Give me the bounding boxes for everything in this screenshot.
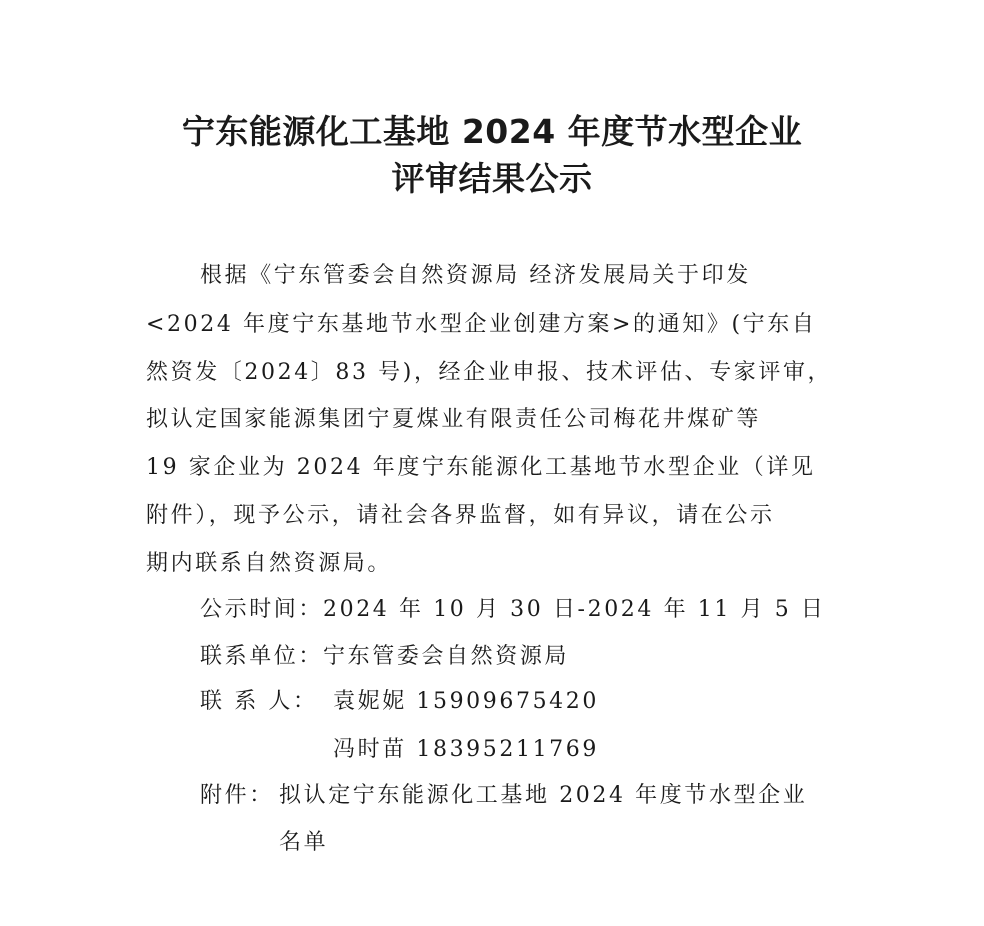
contact-person-1: 袁妮妮 15909675420 [333, 689, 599, 714]
paragraph-line-1: 根据《宁东管委会自然资源局 经济发展局关于印发 [200, 263, 751, 288]
notice-time-row [200, 591, 826, 629]
paragraph-line-3: 然资发〔2024〕83 号)，经企业申报、技术评估、专家评审， [146, 360, 833, 385]
document-title-line2: 评审结果公示 [391, 159, 593, 198]
contact-person-2: 冯时苗 18395211769 [333, 737, 599, 762]
notice-time-label: 公示时间： [200, 597, 324, 622]
paragraph-line-2: <2024 年度宁东基地节水型企业创建方案>的通知》(宁东自 [146, 312, 817, 337]
contact-unit-value: 宁东管委会自然资源局 [323, 644, 570, 669]
paragraph-line-7: 期内联系自然资源局。 [146, 551, 393, 576]
paragraph-line-4: 拟认定国家能源集团宁夏煤业有限责任公司梅花井煤矿等 [146, 407, 762, 432]
contact-unit-row [200, 638, 569, 676]
attachment-line-2: 名单 [279, 830, 329, 855]
document-title-line1: 宁东能源化工基地 2024 年度节水型企业 [181, 112, 803, 151]
attachment-line-1: 拟认定宁东能源化工基地 2024 年度节水型企业 [279, 783, 808, 808]
contact-unit-label: 联系单位： [200, 644, 324, 669]
paragraph-line-5: 19 家企业为 2024 年度宁东能源化工基地节水型企业（详见 [146, 455, 816, 480]
paragraph-line-6: 附件），现予公示，请社会各界监督，如有异议，请在公示 [146, 503, 775, 528]
attachment-label: 附件： [200, 783, 274, 808]
contact-person-label: 联 系 人： [200, 689, 318, 714]
notice-time-value: 2024 年 10 月 30 日-2024 年 11 月 5 日 [323, 597, 826, 622]
